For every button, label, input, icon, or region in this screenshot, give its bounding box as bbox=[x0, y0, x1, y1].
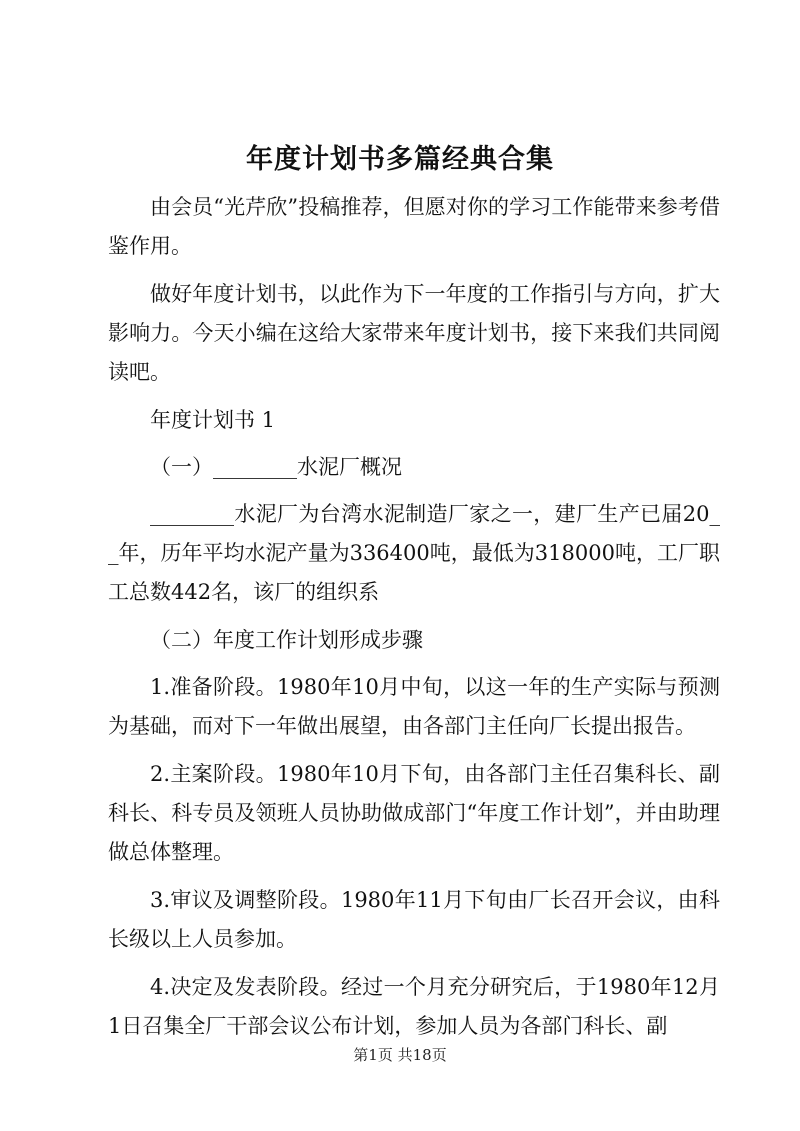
document-body bbox=[108, 188, 720, 1055]
paragraph-step-3: 3.审议及调整阶段。1980年11月下旬由厂长召开会议，由科长级以上人员参加。 bbox=[108, 888, 720, 951]
paragraph-intro: 由会员“光芹欣”投稿推荐，但愿对你的学习工作能带来参考借鉴作用。 bbox=[108, 195, 720, 258]
document-title: 年度计划书多篇经典合集 bbox=[246, 144, 554, 175]
section-heading-plan-1: 年度计划书 1 bbox=[150, 408, 276, 432]
paragraph-factory-overview: ________水泥厂为台湾水泥制造厂家之一，建厂生产已届20__年，历年平均水泥产量为336400吨，最低为318000吨，工厂职工总数442名，该厂的组织系 bbox=[108, 502, 720, 604]
paragraph-step-4: 4.决定及发表阶段。经过一个月充分研究后，于1980年12月1日召集全厂干部会议公布计划，参加人员为各部门科长、副 bbox=[108, 975, 720, 1038]
page-number-footer: 第1页 共18页 bbox=[353, 1046, 447, 1064]
paragraph-step-2: 2.主案阶段。1980年10月下旬，由各部门主任召集科长、副科长、科专员及领班人员协助做成部门“年度工作计划”，并由助理做总体整理。 bbox=[108, 762, 720, 864]
paragraph-summary: 做好年度计划书，以此作为下一年度的工作指引与方向，扩大影响力。今天小编在这给大家带来年度计划书，接下来我们共同阅读吧。 bbox=[108, 282, 720, 384]
subsection-heading-steps: （二）年度工作计划形成步骤 bbox=[150, 628, 423, 652]
subsection-heading-overview: （一）________水泥厂概况 bbox=[150, 455, 402, 479]
paragraph-step-1: 1.准备阶段。1980年10月中旬，以这一年的生产实际与预测为基础，而对下一年做出展望，由各部门主任向厂长提出报告。 bbox=[108, 675, 720, 738]
